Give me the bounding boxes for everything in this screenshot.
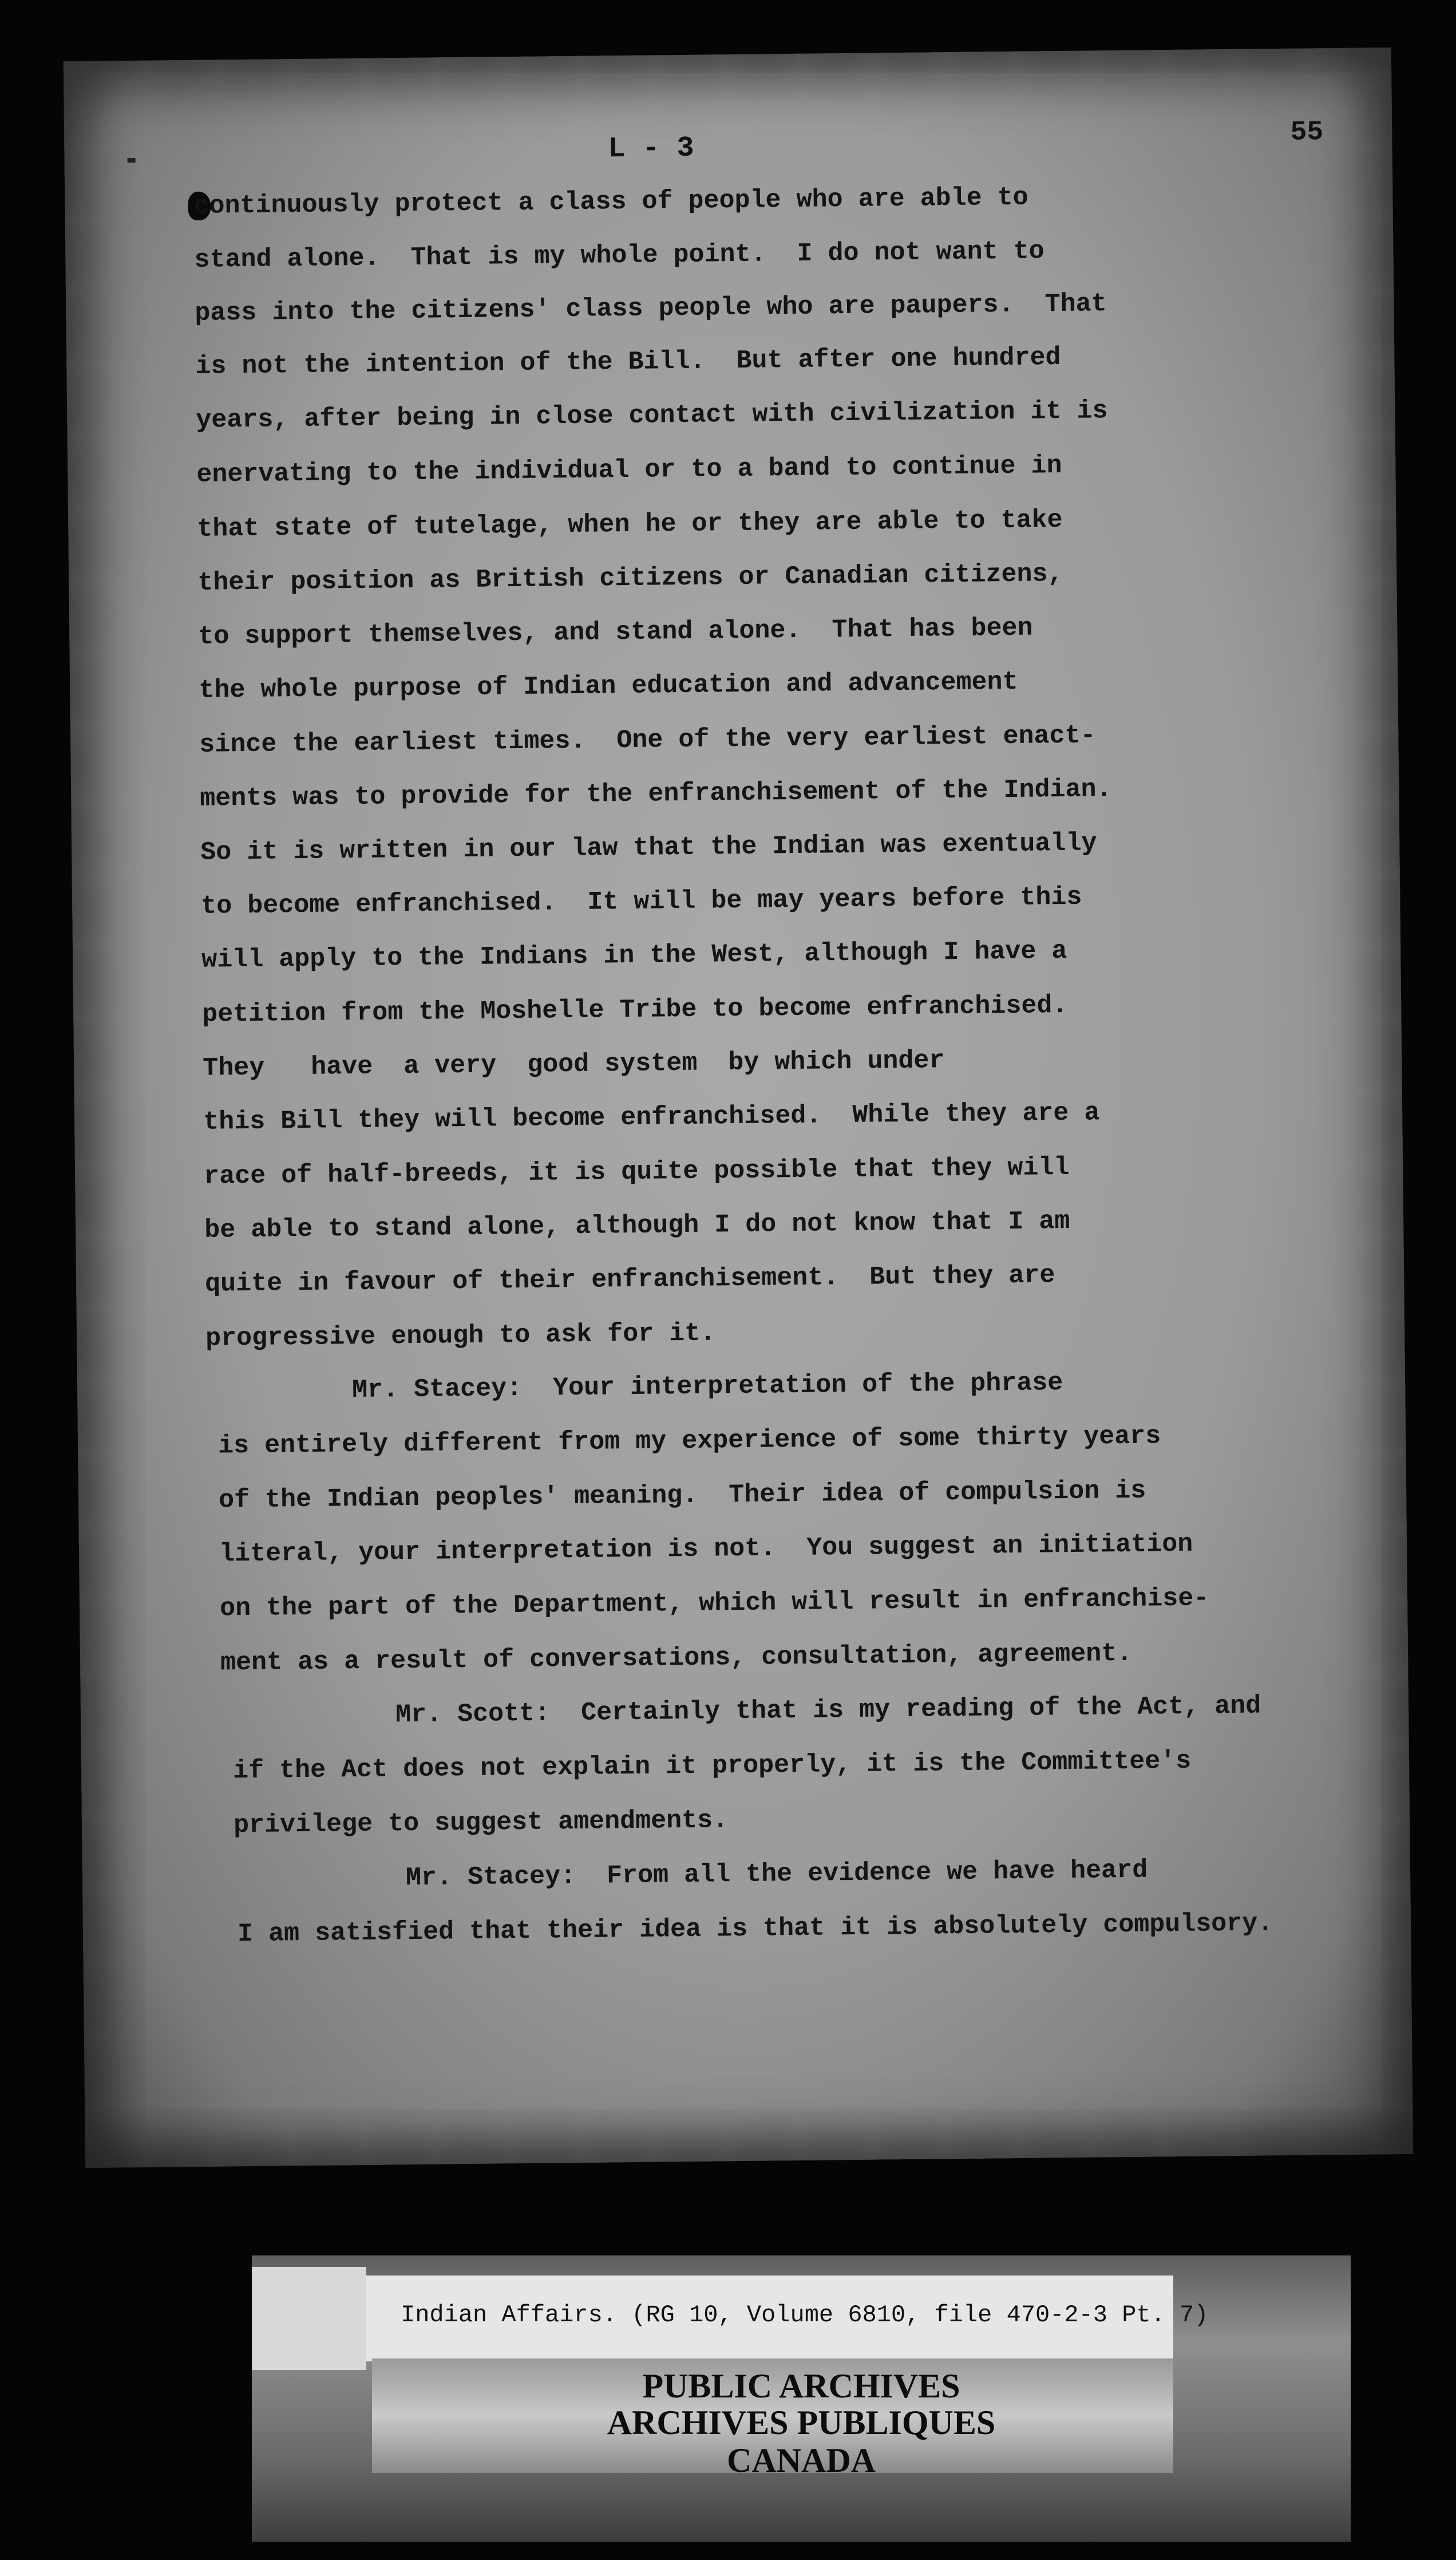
archive-reference: Indian Affairs. (RG 10, Volume 6810, file 470-2-3 Pt. 7) <box>401 2301 1209 2329</box>
body-line: race of half-breeds, it is quite possible that they will <box>203 1152 1070 1191</box>
label-tab <box>252 2267 366 2370</box>
body-line: to become enfranchised. It will be may years before this <box>200 882 1082 921</box>
page-number: 55 <box>1290 117 1324 148</box>
body-line: stand alone. That is my whole point. I do not want to <box>194 236 1044 275</box>
body-line: the whole purpose of Indian education and advancement <box>199 667 1018 705</box>
body-line: be able to stand alone, although I do not know that I am <box>204 1206 1070 1245</box>
document-page <box>64 48 1413 2168</box>
body-line: to support themselves, and stand alone. That has been <box>198 613 1033 651</box>
body-line: Mr. Stacey: Your interpretation of the phrase <box>351 1368 1063 1405</box>
margin-mark <box>128 158 136 163</box>
body-line: that state of tutelage, when he or they are able to take <box>197 505 1063 544</box>
body-line: quite in favour of their enfranchisement. But they are <box>204 1261 1055 1299</box>
body-line: pass into the citizens' class people who are paupers. That <box>195 289 1107 328</box>
body-line: continuously protect a class of people who are able to <box>193 183 1028 221</box>
body-line: They have a very good system by which under <box>202 1046 945 1083</box>
body-line: years, after being in close contact with civilization it is <box>196 396 1108 435</box>
body-line: since the earliest times. One of the very earliest enact- <box>199 721 1096 760</box>
body-line: enervating to the individual or to a band to continue in <box>196 451 1062 489</box>
body-line: this Bill they will become enfranchised. While they are a <box>203 1098 1100 1137</box>
body-line: literal, your interpretation is not. You suggest an initiation <box>219 1529 1193 1569</box>
body-line: privilege to suggest amendments. <box>233 1806 729 1840</box>
body-line: is not the intention of the Bill. But after one hundred <box>195 343 1061 381</box>
body-line: ments was to provide for the enfranchisement of the Indian. <box>200 775 1112 813</box>
body-line: I am satisfied that their idea is that it is absolutely compulsory. <box>237 1909 1273 1949</box>
body-line: is entirely different from my experience of some thirty years <box>217 1421 1161 1461</box>
body-line: progressive enough to ask for it. <box>205 1318 716 1353</box>
body-line: on the part of the Department, which will result in enfranchise- <box>219 1583 1209 1623</box>
body-line: petition from the Moshelle Tribe to become enfranchised. <box>201 990 1068 1029</box>
body-line: if the Act does not explain it properly, it is the Committee's <box>232 1746 1192 1786</box>
stamp-line: ARCHIVES PUBLIQUES <box>607 2404 996 2442</box>
body-line: their position as British citizens or Canadian citizens, <box>197 559 1063 598</box>
body-line: of the Indian peoples' meaning. Their idea of compulsion is <box>218 1476 1146 1515</box>
stamp-line: PUBLIC ARCHIVES <box>642 2367 960 2405</box>
archive-stamp <box>572 2358 1030 2478</box>
body-line: will apply to the Indians in the West, although I have a <box>201 936 1067 975</box>
body-line: So it is written in our law that the Indian was exentually <box>200 828 1097 867</box>
body-line: ment as a result of conversations, consultation, agreement. <box>220 1638 1133 1678</box>
page-header: L - 3 <box>608 132 694 166</box>
body-line: Mr. Stacey: From all the evidence we have heard <box>405 1855 1148 1893</box>
stamp-line: CANADA <box>727 2442 876 2479</box>
body-line: Mr. Scott: Certainly that is my reading of the Act, and <box>395 1691 1261 1730</box>
